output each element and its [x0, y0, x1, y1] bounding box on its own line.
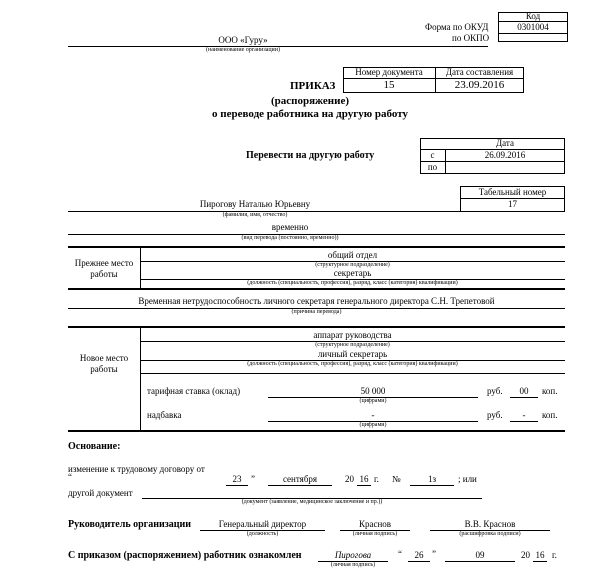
code-label: Код	[525, 11, 541, 21]
basis-quote-open: “	[68, 472, 72, 482]
transfer-date-header: Дата	[496, 138, 514, 148]
rate-kop-label: коп.	[542, 386, 558, 396]
head-label: Руководитель организации	[68, 519, 192, 530]
okpo-label: по ОКПО	[452, 33, 490, 43]
ack-month: 09	[475, 550, 485, 560]
basis-quote-close: ”	[251, 474, 255, 484]
new-place-label: Новое место	[79, 353, 129, 363]
previous-place-label: Прежнее место	[74, 258, 134, 268]
bonus-label: надбавка	[147, 410, 182, 420]
to-label: по	[427, 162, 438, 172]
basis-doc-caption: (документ (заявление, медицинское заключение и пр.))	[241, 499, 383, 505]
new-department-caption: (структурное подразделение)	[315, 342, 390, 348]
okud-label: Форма по ОКУД	[425, 22, 489, 32]
basis-or: ; или	[458, 474, 477, 484]
previous-place-label-2: работы	[90, 269, 118, 279]
head-name-caption: (расшифровка подписи)	[459, 531, 521, 537]
from-label: с	[430, 150, 435, 160]
basis-year-prefix: 20	[345, 474, 354, 484]
basis-line-2: другой документ	[68, 488, 133, 498]
previous-place-top-border	[68, 246, 565, 248]
transfer-label: Перевести на другую работу	[246, 150, 375, 161]
new-place-label-2: работы	[90, 364, 118, 374]
order-title: ПРИКАЗ	[290, 80, 336, 92]
previous-position-caption: (должность (специальность, профессия), разряд, класс (категория) квалификации)	[247, 280, 458, 286]
ack-signature-caption: (личная подпись)	[330, 562, 376, 568]
doc-date-label: Дата составления	[445, 67, 514, 77]
bonus-rub-label: руб.	[487, 410, 503, 420]
ack-label: С приказом (распоряжением) работник ознакомлен	[68, 550, 302, 561]
transfer-reason-caption: (причина перевода)	[291, 309, 342, 315]
new-department: аппарат руководства	[313, 330, 392, 340]
head-signature: Краснов	[358, 519, 392, 529]
head-position: Генеральный директор	[218, 519, 307, 529]
bonus-kop: -	[522, 410, 526, 420]
transfer-type-caption: (вид перевода (постоянно, временно))	[241, 235, 339, 241]
basis-number: 1з	[427, 474, 437, 484]
previous-department-caption: (структурное подразделение)	[315, 262, 390, 268]
employee-name-caption: (фамилия, имя, отчество)	[222, 212, 288, 218]
okud-value: 0301004	[517, 22, 549, 32]
rate-rub-label: руб.	[487, 386, 503, 396]
ack-signature: Пирогова	[334, 550, 372, 560]
basis-day: 23	[232, 474, 242, 484]
org-name: ООО «Гуру»	[218, 35, 268, 45]
rate-kop: 00	[519, 386, 529, 396]
transfer-reason: Временная нетрудоспособность личного секретаря генерального директора С.Н. Трепетовой	[138, 296, 495, 306]
ack-quote-close: ”	[432, 549, 436, 559]
org-caption: (наименование организации)	[206, 47, 280, 53]
tab-number-label: Табельный номер	[478, 187, 547, 197]
ack-year: 16	[535, 550, 545, 560]
rate-value: 50 000	[360, 386, 386, 396]
basis-line-1: изменение к трудовому договору от	[68, 464, 205, 474]
head-signature-caption: (личная подпись)	[352, 531, 398, 537]
bonus-kop-label: коп.	[542, 410, 558, 420]
new-place-top-border	[68, 326, 565, 328]
ack-quote-open: “	[398, 549, 402, 559]
head-name: В.В. Краснов	[464, 519, 516, 529]
new-position: личный секретарь	[317, 349, 388, 359]
doc-date: 23.09.2016	[454, 79, 505, 91]
rate-caption: (цифрами)	[359, 398, 387, 404]
doc-number: 15	[383, 79, 395, 91]
ack-day: 26	[414, 550, 424, 560]
order-topic: о переводе работника на другую работу	[212, 108, 408, 120]
transfer-type: временно	[271, 222, 309, 232]
ack-year-suffix: г.	[552, 550, 557, 560]
new-position-caption: (должность (специальность, профессия), разряд, класс (категория) квалификации)	[247, 361, 458, 367]
tab-number-value: 17	[508, 199, 517, 209]
head-position-caption: (должность)	[246, 531, 279, 537]
order-subtitle: (распоряжение)	[270, 95, 349, 107]
basis-number-sign: №	[392, 474, 401, 484]
bonus-value: -	[371, 410, 375, 420]
basis-year-suffix: г.	[374, 474, 379, 484]
previous-position: секретарь	[333, 268, 372, 278]
from-date: 26.09.2016	[484, 150, 526, 160]
doc-number-label: Номер документа	[355, 67, 423, 77]
bonus-caption: (цифрами)	[359, 422, 387, 428]
basis-label: Основание:	[68, 441, 121, 452]
basis-year: 16	[359, 474, 369, 484]
rate-label: тарифная ставка (оклад)	[147, 386, 241, 396]
previous-department: общий отдел	[327, 250, 378, 260]
ack-year-prefix: 20	[521, 550, 530, 560]
employee-name: Пирогову Наталью Юрьевну	[199, 199, 311, 209]
basis-month: сентября	[282, 474, 318, 484]
